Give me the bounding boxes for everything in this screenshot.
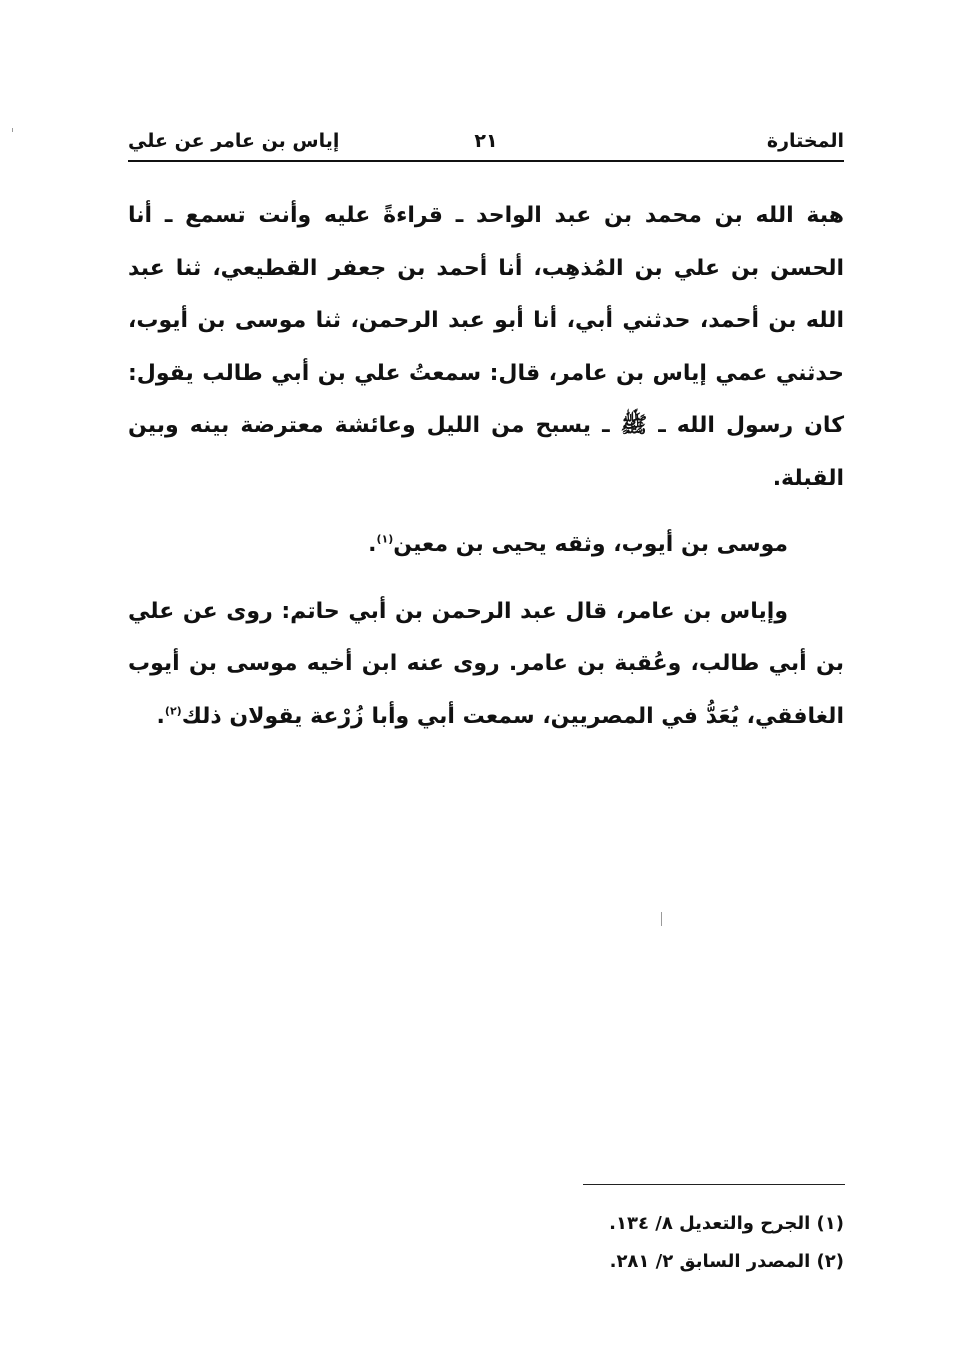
narrator-bio-paragraph <box>128 586 844 744</box>
footnote-ref-2: (٢) <box>164 704 182 718</box>
period: . <box>156 703 165 729</box>
running-header <box>128 124 844 158</box>
main-text <box>128 190 844 743</box>
narrator-note-text: موسى بن أيوب، وثقه يحيى بن معين <box>393 532 788 557</box>
footnote-1: (١) الجرح والتعديل ٨/ ١٣٤. <box>609 1213 844 1234</box>
hadith-paragraph: هبة الله بن محمد بن عبد الواحد ـ قراءةً عليه وأنت تسمع ـ أنا الحسن بن علي بن المُذهِب، أنا أحمد بن جعفر القطيعي، ثنا عبد الله بن أحمد، حدثني أبي، أنا أبو عبد الرحمن، ثنا موسى بن أيوب، حدثني عمي إياس بن عامر، قال: سمعتُ علي بن أبي طالب يقول: كان رسول الله ـ ﷺ ـ يسبح من الليل وعائشة معترضة بينه وبين القبلة. <box>128 203 844 491</box>
footnote-divider <box>583 1184 845 1185</box>
scan-speck <box>661 912 662 926</box>
page-number: ٢١ <box>474 130 498 152</box>
narrator-note-paragraph <box>128 519 844 572</box>
footnote-2: (٢) المصدر السابق ٢/ ٢٨١. <box>609 1251 844 1272</box>
period: . <box>368 532 377 557</box>
narrator-bio-text: وإياس بن عامر، قال عبد الرحمن بن أبي حاتم: روى عن علي بن أبي طالب، وعُقبة بن عامر. روى عنه ابن أخيه موسى بن أيوب الغافقي، يُعَدُّ في المصريين، سمعت أبي وأبا زُرْعة يقولان ذلك <box>128 598 844 729</box>
section-title: إياس بن عامر عن علي <box>128 130 340 152</box>
book-title: المختارة <box>766 130 844 152</box>
footnote-ref-1: (١) <box>376 532 394 546</box>
scan-speck <box>12 128 13 132</box>
footnotes <box>128 1205 844 1281</box>
header-divider <box>128 160 844 162</box>
